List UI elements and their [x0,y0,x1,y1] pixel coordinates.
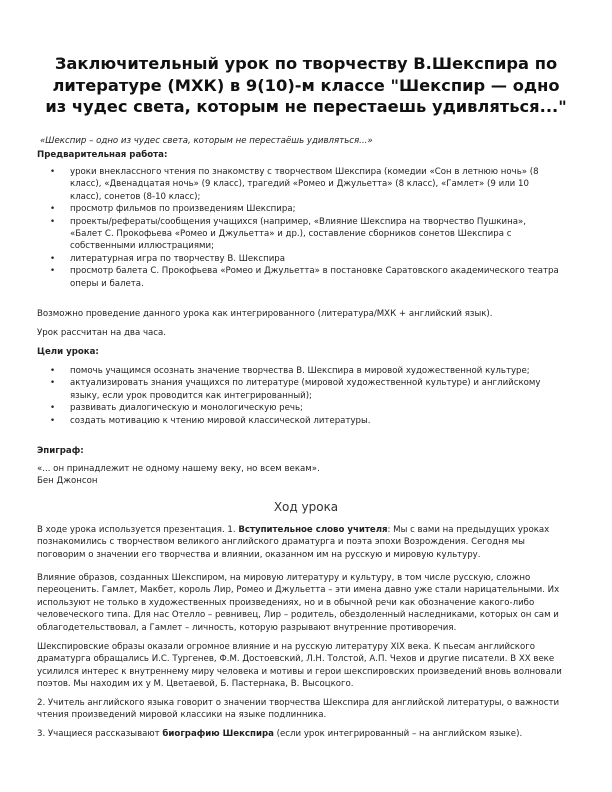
epigraph-text: «... он принадлежит не одному нашему веку, но всем векам». [37,464,320,474]
prep-list [50,166,560,290]
list-item: • просмотр балета С. Прокофьева «Ромео и Джульетта» в постановке Саратовского академического театра оперы и балета. [50,265,560,290]
paragraph-1-end: : Мы с вами на предыдущих уроках познакомились с творчеством великого английского драматурга и поэта эпохи Возрождения. Сегодня мы поговорим о значении его творчества и влиянии, оказанном им на русскую и мировую культуру. [37,525,550,560]
paragraph-5 [37,728,571,740]
page-title: Заключительный урок по творчеству В.Шекспира по литературе (МХК) в 9(10)-м классе "Шекспир — одно из чудес света, которым не перестаешь удивляться..." [45,54,567,116]
prep-heading: Предварительная работа: [37,150,168,160]
epigraph-author: Бен Джонсон [37,476,98,486]
list-item: • просмотр фильмов по произведениям Шекспира; [50,203,560,215]
duration-text: Урок рассчитан на два часа. [37,328,167,338]
paragraph-5-bold: биографию Шекспира [162,729,274,739]
list-item: • актуализировать знания учащихся по литературе (мировой художественной культуре) и английскому языку, если урок проводится как интегрированный); [50,377,560,402]
intro-quote: «Шекспир – одно из чудес света, которым не перестаёшь удивляться...» [40,136,373,146]
list-item: • проекты/рефераты/сообщения учащихся (например, «Влияние Шекспира на творчество Пушкина», «Балет С. Прокофьева «Ромео и Джульетта» и др.), составление сборников сонетов Шекспира с собственными иллюстрациями; [50,216,560,253]
list-item: • создать мотивацию к чтению мировой классической литературы. [50,415,560,427]
paragraph-3: Шекспировские образы оказали огромное влияние и на русскую литературу XIX века. К пьесам английского драматурга обращались И.С. Тургенев, Ф.М. Достоевский, Л.Н. Толстой, А.П. Чехов и другие писатели. В XX веке усилился интерес к внутреннему миру человека и мотивы и герои шекспировских произведений вновь волновали поэтов. Мы находим их у М. Цветаевой, Б. Пастернака, В. Высоцкого. [37,642,562,690]
paragraph-5-start: 3. Учащиеся рассказывают [37,729,163,739]
paragraph-2: Влияние образов, созданных Шекспиром, на мировую литературу и культуру, в том числе русскую, сложно переоценить. Гамлет, Макбет, король Лир, Ромео и Джульетта – эти имена давно уже стали нарицательными. Их используют не только в художественных произведениях, но и в обычной речи как обозначение какого-либо человеческого типа. Для нас Отелло – ревнивец, Лир – родитель, обездоленный наследниками, которых он сам и облагодетельствовал, а Гамлет – личность, которую разрывают внутренние противоречия. [37,573,560,633]
list-item: • помочь учащимся осознать значение творчества В. Шекспира в мировой художественной культуре; [50,365,560,377]
course-heading: Ход урока [273,500,339,514]
paragraph-1 [37,524,571,561]
list-item: • развивать диалогическую и монологическую речь; [50,402,560,414]
possible-text: Возможно проведение данного урока как интегрированного (литература/МХК + английский язык). [37,309,493,319]
epigraph-heading: Эпиграф: [37,446,84,456]
paragraph-1-start: В ходе урока используется презентация. 1. [37,525,239,535]
list-item: • литературная игра по творчеству В. Шекспира [50,253,560,265]
paragraph-1-bold: Вступительное слово учителя [238,525,388,535]
list-item: • уроки внеклассного чтения по знакомству с творчеством Шекспира (комедии «Сон в летнюю ночь» (8 класс), «Двенадцатая ночь» (9 класс), трагедий «Ромео и Джульетта» (8 класс), «Гамлет» (9 или 10 класс), сонетов (8-10 класс); [50,166,560,203]
paragraph-5-end: (если урок интегрированный – на английском языке). [273,729,523,739]
paragraph-4: 2. Учитель английского языка говорит о значении творчества Шекспира для английской литературы, о важности чтения произведений мировой классики на языке подлинника. [37,698,560,721]
goals-list [50,365,560,427]
goals-heading: Цели урока: [37,347,99,357]
